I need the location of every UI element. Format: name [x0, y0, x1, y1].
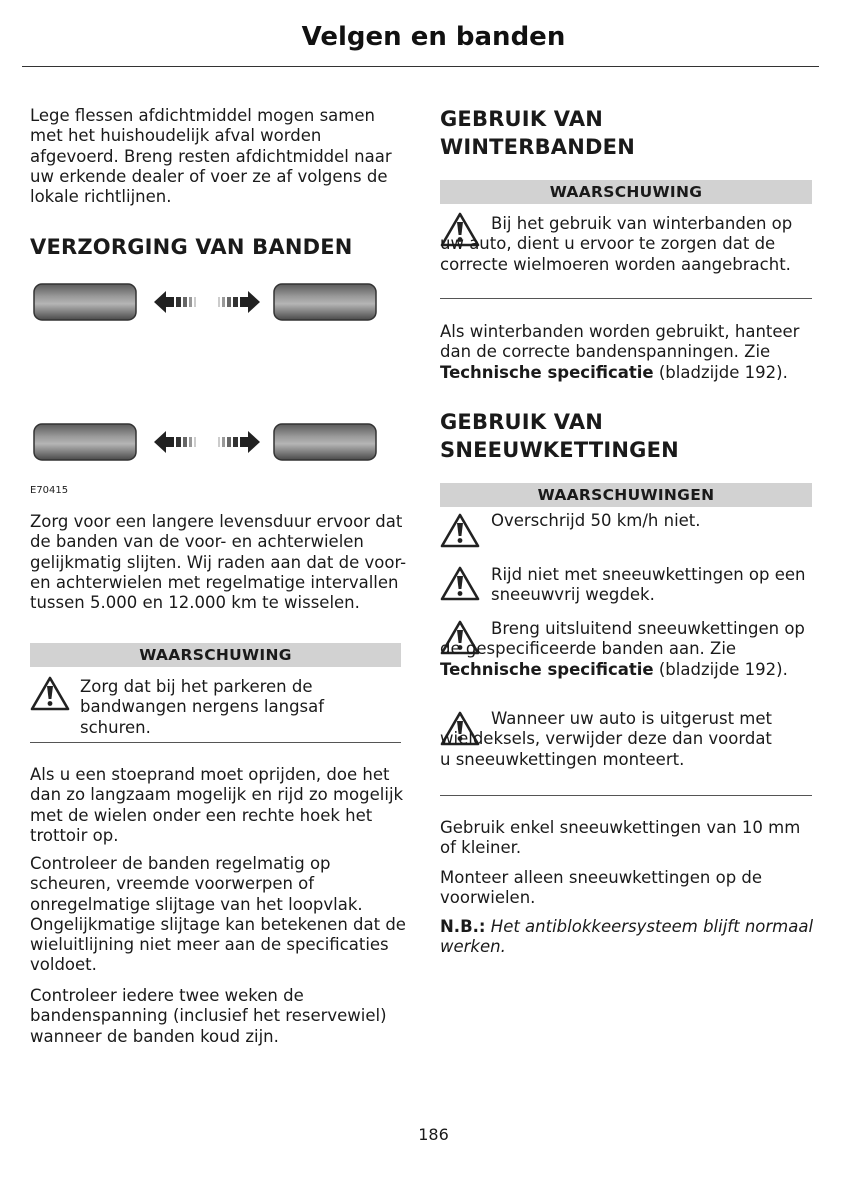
intro-paragraph: Lege flessen afdichtmiddel mogen samen met het huishoudelijk afval worden afgevoerd. Breng resten afdichtmiddel naar uw erkende dealer of voer ze af volgens de lokale richtlijnen. — [30, 106, 392, 207]
warning-divider — [30, 742, 401, 743]
warning-divider — [440, 298, 812, 299]
section-heading-winterbanden — [440, 105, 820, 161]
warning-text: Bij het gebruik van winterbanden op uw auto, dient u ervoor te zorgen dat de correcte wielmoeren worden aangebracht. — [440, 214, 793, 274]
warning-text: Wanneer uw auto is uitgerust met wieldeksels, verwijder deze dan voordat u sneeuwkettingen monteert. — [440, 709, 772, 769]
text-span: Breng uitsluitend sneeuwkettingen op de gespecificeerde banden aan. Zie — [440, 619, 805, 659]
warning-divider — [440, 795, 812, 796]
warning-icon — [440, 513, 480, 549]
warning-bar: WAARSCHUWING — [440, 180, 812, 204]
swap-arrows-icon — [152, 287, 262, 317]
inspection-paragraph: Controleer de banden regelmatig op scheuren, vreemde voorwerpen of onregelmatige slijtage van het loopvlak. Ongelijkmatige slijtage kan betekenen dat de wieluitlijning niet meer aan de specificaties voldoet. — [30, 854, 406, 975]
curb-paragraph: Als u een stoeprand moet oprijden, doe het dan zo langzaam mogelijk en rijd zo mogelijk met de wielen onder een rechte hoek het trottoir op. — [30, 765, 404, 845]
text-span: (bladzijde 192). — [658, 659, 788, 679]
tire-illustration — [273, 423, 377, 461]
text-span: Als winterbanden worden gebruikt, hanteer dan de correcte bandenspanningen. Zie — [440, 322, 800, 362]
note-text: Het antiblokkeersysteem blijft normaal werken. — [440, 917, 814, 957]
tire-illustration — [33, 423, 137, 461]
title-divider — [22, 66, 819, 67]
note-label: N.B.: — [440, 917, 486, 936]
pressure-paragraph: Controleer iedere twee weken de bandenspanning (inclusief het reservewiel) wanneer de banden koud zijn. — [30, 986, 387, 1046]
warning-icon — [30, 676, 70, 712]
section-heading-sneeuwkettingen — [440, 408, 820, 464]
text-span: (bladzijde 192). — [658, 362, 788, 382]
warning-icon — [440, 566, 480, 602]
warning-text: Rijd niet met sneeuwkettingen op een sneeuwvrij wegdek. — [491, 565, 806, 605]
heading-line: SNEEUWKETTINGEN — [440, 438, 679, 462]
section-heading-verzorging: VERZORGING VAN BANDEN — [30, 235, 353, 259]
note-paragraph — [440, 917, 820, 958]
figure-id: E70415 — [30, 485, 69, 496]
warning-text — [440, 619, 820, 680]
chain-size-paragraph: Gebruik enkel sneeuwkettingen van 10 mm of kleiner. — [440, 818, 801, 858]
warnings-bar: WAARSCHUWINGEN — [440, 483, 812, 507]
heading-line: GEBRUIK VAN — [440, 107, 604, 131]
spec-reference-link[interactable]: Technische specificatie — [440, 362, 654, 382]
rotation-paragraph: Zorg voor een langere levensduur ervoor dat de banden van de voor- en achterwielen gelijkmatig slijten. Wij raden aan dat de voor- en achterwielen met regelmatige intervallen tussen 5.000 en 12.000 km te wisselen. — [30, 512, 407, 613]
tire-illustration — [33, 283, 137, 321]
page-number: 186 — [418, 1125, 449, 1144]
warning-text: Zorg dat bij het parkeren de bandwangen nergens langsaf schuren. — [80, 677, 325, 737]
swap-arrows-icon — [152, 427, 262, 457]
winter-pressure-paragraph — [440, 322, 820, 383]
warning-text: Overschrijd 50 km/h niet. — [491, 511, 701, 530]
heading-line: GEBRUIK VAN — [440, 410, 604, 434]
tire-illustration — [273, 283, 377, 321]
heading-line: WINTERBANDEN — [440, 135, 635, 159]
spec-reference-link[interactable]: Technische specificatie — [440, 659, 654, 679]
page-title: Velgen en banden — [301, 22, 566, 52]
warning-bar: WAARSCHUWING — [30, 643, 401, 667]
chain-position-paragraph: Monteer alleen sneeuwkettingen op de voorwielen. — [440, 868, 763, 908]
